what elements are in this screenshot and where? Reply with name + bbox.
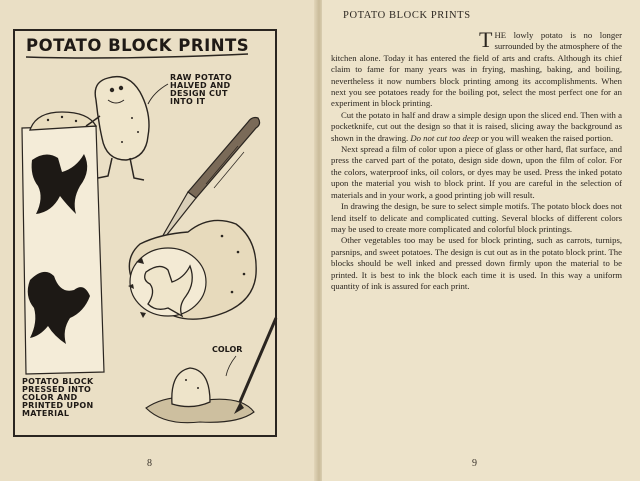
running-head: POTATO BLOCK PRINTS: [343, 10, 471, 21]
paragraph-2-emphasis: Do not cut too deep: [410, 132, 479, 143]
knife-handle: [188, 118, 260, 199]
paragraph-2: [331, 110, 622, 144]
paragraph-2-pre: Cut the potato in half and draw a simple design upon the sliced end. Then with a pocketknife, cut out the design so that it is raised, slicing away the background as shown in the drawing.: [331, 109, 622, 143]
paragraph-1: [331, 27, 622, 110]
page-number-right: 9: [472, 458, 477, 469]
raw-potato-label: RAW POTATO HALVED AND DESIGN CUT INTO IT: [170, 73, 232, 106]
illustration-title: POTATO BLOCK PRINTS: [26, 36, 250, 55]
paragraph-5: Other vegetables too may be used for block printing, such as carrots, turnips, parsnips, and sweet potatoes. The design is cut out as in the potato block print. The blocks should be well inked and pressed down firmly upon the material to be printed. It is best to ink the block each time it is used. In this way a uniform quantity of ink is assured for each print.: [331, 235, 622, 291]
inked-potato: [172, 368, 210, 407]
body-text: [331, 27, 622, 292]
color-label: COLOR: [212, 345, 243, 354]
page-number-left: 8: [147, 458, 152, 469]
paragraph-1-text: HE lowly potato is no longer surrounded by the atmosphere of the kitchen alone. Today it has entered the field of arts and crafts. Although its chief claim to fame for many years was in frying, mashing, baking, and boiling, nevertheless it now numbers block printing among its accomplishments. When next you see potatoes ready for the boiling pot, select the most perfect one for an experiment in block printing.: [331, 30, 622, 109]
paragraph-4: In drawing the design, be sure to select simple motifs. The potato block does not lend itself to delicate and complicated cutting. Several blocks of different colors may be used to create more complicated and colorful block printings.: [331, 201, 622, 234]
paragraph-2-post: or you will weaken the raised portion.: [478, 132, 614, 143]
drop-cap: T: [479, 27, 493, 52]
paragraph-3: Next spread a film of color upon a piece of glass or other hard, flat surface, and press the carved part of the potato, design side down, upon the film of color. For the colors, waterproof inks, oil colors, or dyes may be used. Press the inked potato upon the material you wish to block print. If you are careful in the selection of materials and in your work, a good printing job will result.: [331, 144, 622, 200]
potato-block-label: POTATO BLOCK PRESSED INTO COLOR AND PRINTED UPON MATERIAL: [22, 377, 94, 418]
